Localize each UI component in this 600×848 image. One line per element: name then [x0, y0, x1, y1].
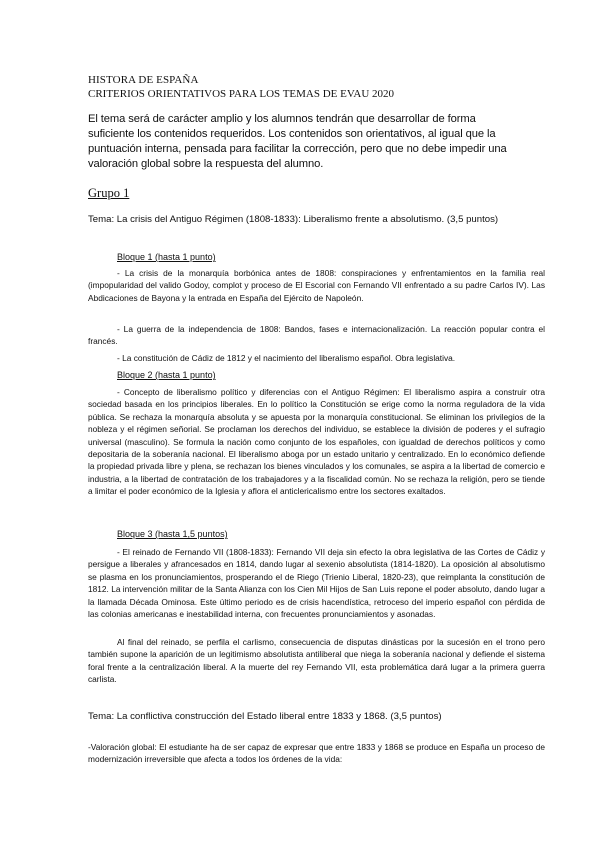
block-1-heading: Bloque 1 (hasta 1 punto): [117, 252, 216, 262]
block-3-heading: Bloque 3 (hasta 1,5 puntos): [117, 529, 228, 539]
block-3-paragraph-1: - El reinado de Fernando VII (1808-1833): Fernando VII deja sin efecto la obra legislativa de las Cortes de Cádiz y persigue a liberales y afrancesados en 1814, dando lugar al sexenio absolutista (1814-1820). La oposición al absolutismo se plasma en los pronunciamientos, prosperando el de Riego (Trienio Liberal, 1820-23), que reimplanta la constitución de 1812. La intervención militar de la Santa Alianza con los Cien Mil Hijos de San Luis repone el poder absoluto, dando lugar a la llamada Década Ominosa. Este último periodo es de crisis hacendística, retroceso del imperio español con pérdida de las colonias americanas e inestabilidad interna, con frecuentes pronunciamientos y asonadas.: [88, 547, 545, 620]
block-2-paragraph-1: - Concepto de liberalismo político y diferencias con el Antiguo Régimen: El liberalismo aspira a construir otra sociedad basada en los principios liberales. En lo político la Constitución se erige como la norma reguladora de la vida pública. Se rechaza la monarquía absoluta y se apuesta por la monarquía constitucional. Se eliminan los privilegios de la nobleza y el régimen señorial. Se proclaman los derechos del individuo, se establece la división de poderes y el sufragio universal (masculino). Se formula la nación como conjunto de los españoles, con igualdad de derechos políticos y como depositaria de la soberanía nacional. El liberalismo aboga por un estado unitario y centralizado. En lo económico defiende la propiedad privada libre y plena, se rechazan los bienes vinculados y los comunales, se aspira a la libertad de comercio e industria, a la libertad de contratación de los trabajadores y a la fiscalidad común. No se rechaza la religión, pero se tiende a limitar el poder económico de la Iglesia y aflora el anticlericalismo entre los sectores exaltados.: [88, 387, 545, 497]
block-1-paragraph-3: - La constitución de Cádiz de 1812 y el nacimiento del liberalismo español. Obra legislativa.: [117, 353, 456, 363]
block-3-paragraph-2: Al final del reinado, se perfila el carlismo, consecuencia de disputas dinásticas por la sucesión en el trono pero también supone la aparición de un legitimismo absolutista antiliberal que niega la soberanía nacional y defiende el sistema foral frente a la centralización liberal. A la muerte del rey Fernando VII, esta problemática dará lugar a la primera guerra carlista.: [88, 637, 545, 685]
block-1-paragraph-1: - La crisis de la monarquía borbónica antes de 1808: conspiraciones y enfrentamientos en la familia real (impopularidad del valido Godoy, complot y proceso de El Escorial con Fernando VII enfrentado a su padre Carlos IV). Las Abdicaciones de Bayona y la entrada en España del Ejército de Napoleón.: [88, 268, 545, 303]
document-subtitle: CRITERIOS ORIENTATIVOS PARA LOS TEMAS DE EVAU 2020: [88, 88, 395, 100]
topic-2-heading: Tema: La conflictiva construcción del Estado liberal entre 1833 y 1868. (3,5 puntos): [88, 711, 442, 722]
block-2-heading: Bloque 2 (hasta 1 punto): [117, 370, 216, 380]
block-1-paragraph-2: - La guerra de la independencia de 1808: Bandos, fases e internacionalización. La reacción popular contra el francés.: [88, 324, 545, 347]
global-assessment-paragraph: -Valoración global: El estudiante ha de ser capaz de expresar que entre 1833 y 1868 se produce en España un proceso de modernización irreversible que afecta a todos los órdenes de la vida:: [88, 742, 545, 765]
group-heading: Grupo 1: [88, 186, 130, 200]
intro-paragraph: El tema será de carácter amplio y los alumnos tendrán que desarrollar de forma suficiente los contenidos requeridos. Los contenidos son orientativos, al igual que la puntuación interna, pensada para facilitar la corrección, pero que no debe impedir una valoración global sobre la respuesta del alumno.: [88, 113, 507, 170]
topic-1-heading: Tema: La crisis del Antiguo Régimen (1808-1833): Liberalismo frente a absolutismo. (3,5 puntos): [88, 214, 499, 225]
document-title: HISTORA DE ESPAÑA: [88, 74, 199, 86]
